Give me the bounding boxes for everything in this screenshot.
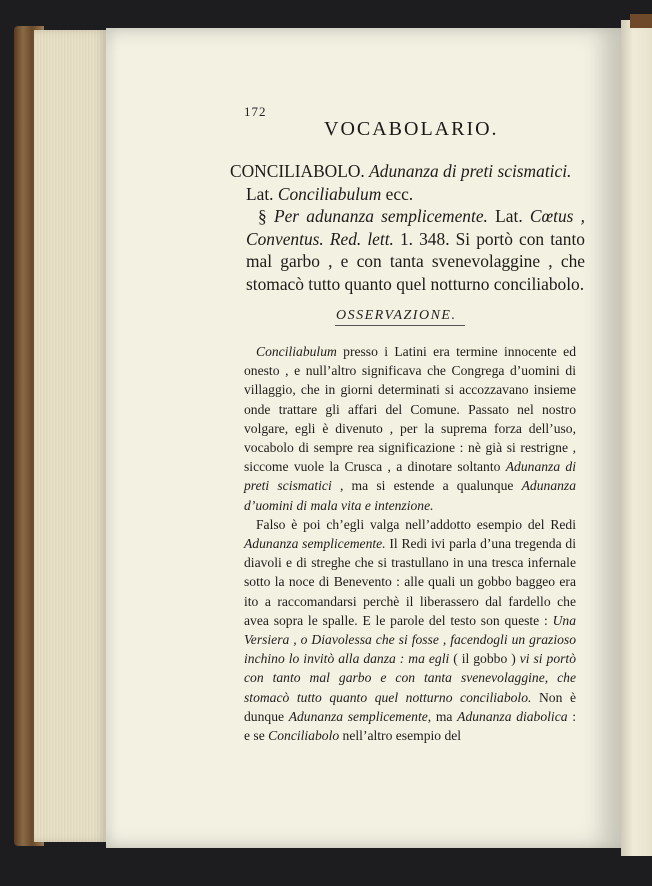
para2-part-2: Il Redi ivi parla d’una tregenda di diavoli e di streghe che si trastullano in una tresca infernale sotto la noce di Benevento : alle quali un gobbo baggeo era ito a raccomandarsi perchè il liberassero dal fardello che avea sopra le spalle. E le parole del testo son queste :	[244, 536, 576, 628]
citation-source: Red. lett.	[329, 228, 394, 249]
page-number: 172	[244, 104, 267, 119]
page-block-edges	[34, 30, 108, 842]
observation-title: OSSERVAZIONE.	[336, 308, 457, 323]
latin-prefix: Lat.	[246, 183, 274, 204]
para1-part-2: Adunanza di preti scismatici	[244, 459, 577, 494]
sense-latin-words: Cœtus , Conventus.	[246, 206, 585, 249]
para2-part-7: Adunanza semplicemente	[288, 708, 428, 724]
section-mark: §	[258, 206, 267, 226]
headword: CONCILIABOLO.	[230, 161, 365, 181]
para2-part-0: Falso è poi ch’egli valga nell’addotto esempio del Redi	[256, 516, 576, 532]
para1-part-1: presso i Latini era termine innocente ed onesto , e null’altro significava che Congrega d’uomini di villaggio, che in giorni determinati si accozzavano insieme onde trattare gli affari del Comune. Passato nel nostro volgare, egli è divenuto , per la suprema forza dell’uso, vocabolo di sempre rea significazione : nè già si restrigne , siccome vuole la Crusca , a dinotare soltanto	[244, 344, 576, 475]
para1-part-4: Adunanza d’uomini di mala vita e intenzione.	[244, 478, 576, 513]
right-page-edge	[621, 20, 652, 856]
para2-part-9: Adunanza diabolica	[457, 708, 568, 724]
latin-suffix: ecc.	[385, 183, 414, 204]
observation-body	[244, 342, 576, 745]
para2-part-6: Non è dunque	[244, 689, 576, 724]
running-head: VOCABOLARIO.	[324, 118, 499, 140]
para2-part-8: , ma	[427, 708, 458, 724]
observation-paragraph	[244, 342, 576, 515]
para2-part-11: Conciliabolo	[268, 728, 340, 744]
para2-part-3: Una Versiera , o Diavolessa che si fosse , facendogli un grazioso inchino lo invitò alla danza : ma egli	[244, 612, 576, 667]
para2-part-4: ( il gobbo )	[449, 651, 520, 667]
para2-part-1: Adunanza semplicemente.	[244, 536, 386, 552]
para2-part-5: vi si portò con tanto mal garbo e con tanta svenevolaggine, che stomacò tutto quanto quel notturno conciliabolo.	[244, 651, 576, 705]
citation-ref: 1. 348.	[399, 228, 450, 249]
citation-text: Si portò con tanto mal garbo , e con tanta svenevolaggine , che stomacò tutto quanto quel notturno conciliabolo.	[246, 228, 585, 294]
sense-latin-prefix: Lat.	[495, 206, 523, 226]
para2-part-12: nell’altro esempio del	[339, 728, 462, 744]
book-cover-corner	[630, 14, 652, 28]
definition: Adunanza di preti scismatici.	[369, 161, 572, 181]
para2-part-10: : e se	[244, 708, 576, 744]
para1-part-0: Conciliabulum	[256, 344, 337, 359]
dictionary-entry	[230, 160, 585, 295]
observation-paragraph	[244, 515, 576, 745]
latin-word: Conciliabulum	[277, 183, 382, 204]
para1-part-3: , ma si estende a qualunque	[331, 478, 522, 494]
observation-underline	[335, 325, 465, 326]
sense-label: Per adunanza semplicemente.	[273, 206, 488, 226]
